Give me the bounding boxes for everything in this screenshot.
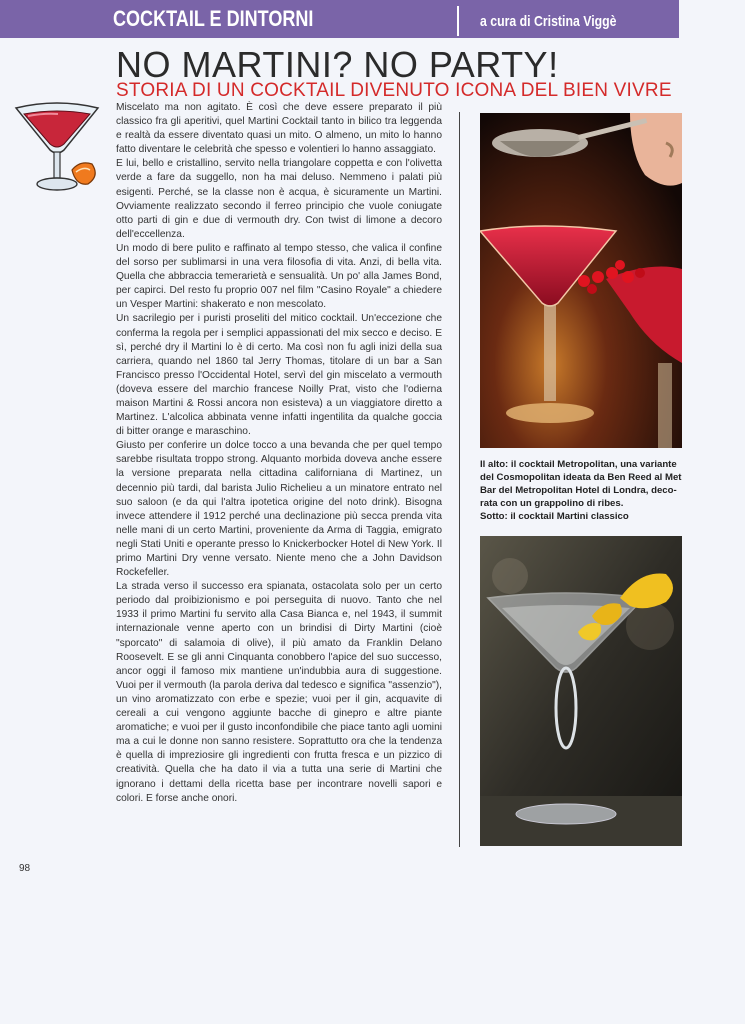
section-title: COCKTAIL E DINTORNI	[113, 6, 314, 31]
paragraph: La strada verso il successo era spianata, ostacolata solo per un certo periodo dal proibizionismo e poi perseguita di nuovo. Tanto che nel 1933 il primo Martini fu servito alla Casa Bianca e, nel 1943, il summit internazionale venne aperto con un brindisi di Dirty Martini (cioè "sporcato" di salamoia di olive), il più amato da Franklin Delano Roosevelt. E se gli anni Cinquanta conobbero l'apice del suo successo, ancor oggi il famoso mix mantiene un'indubbia aura di suggestione. Vuoi per il vermouth (la parola deriva dal tedesco e significa "assenzio"), un vino aromatizzato con erbe e spezie; vuoi per il gin, acquavite di cereali a cui vengono aggiunte bacche di ginepro e altre piante aromatiche; e vuoi per il gusto inconfondibile che piace tanto agli uomini ma a cui le donne non sanno resistere. Soprattutto ora che la tendenza è quella di impreziosire gli ingredienti con frutta fresca e un pizzico di creatività. Quella che ha dato il via a tutta una serie di Martini che ignorano i dettami della ricetta base per incontrare novelli sapori e colori. E forse anche onori.	[116, 581, 442, 804]
header-bar	[0, 0, 679, 38]
photo-caption	[480, 458, 686, 523]
caption-line: del Cosmopolitan ideata da Ben Reed al Met	[480, 472, 682, 483]
paragraph: Un modo di bere pulito e raffinato al tempo stesso, che valica il confine del sorso per sublimarsi in una vera filosofia di vita. Anzi, di bella vita. Quella che abbraccia temerarietà e sensualità. Un po' alla James Bond, per capirci. Del resto fu proprio 007 nel film "Casino Royale" a chiedere un Vesper Martini: shakerato e non mescolato.	[116, 242, 442, 311]
header-divider	[457, 6, 459, 36]
paragraph: Miscelato ma non agitato. È così che deve essere preparato il più classico fra gli aperitivi, quel Martini Cocktail tanto in bilico tra leggenda e realtà da essere diventato quasi un mito. O almeno, un mito lo hanno fatto diventare le celebrità che spesso e volentieri lo hanno assaggiato.	[116, 102, 442, 156]
metropolitan-cocktail-photo	[480, 113, 682, 448]
article-subtitle: STORIA DI UN COCKTAIL DIVENUTO ICONA DEL BIEN VIVRE	[116, 80, 672, 101]
paragraph: Giusto per conferire un dolce tocco a una bevanda che per quel tempo sarebbe risultata troppo strong. Alquanto morbida doveva anche essere la versione preparata nella cittadina californiana di Martinez, un decennio più tardi, dal barista Julio Richelieu a un minatore entrato nel suo saloon (e da qui l'altra ipotetica origine del noto drink). Bisogna invece attendere il 1912 perché una declinazione più secca prenda vita nelle mani di un certo Martini, proveniente da Arma di Taggia, emigrato negli Stati Uniti e operante presso lo Knickerbocker Hotel di New York. Il primo Martini Dry venne versato. Niente meno che a John Davidson Rockefeller.	[116, 440, 442, 579]
caption-line: rata con un grappolino di ribes.	[480, 498, 624, 509]
article-body	[116, 101, 442, 806]
column-rule	[459, 112, 460, 847]
caption-line: Il alto: il cocktail Metropolitan, una variante	[480, 459, 677, 470]
classic-martini-photo	[480, 536, 682, 846]
author-credit: a cura di Cristina Viggè	[480, 13, 617, 30]
article-title: NO MARTINI? NO PARTY!	[116, 44, 559, 85]
caption-line: Bar del Metropolitan Hotel di Londra, deco-	[480, 485, 677, 496]
page-number: 98	[19, 863, 31, 874]
cocktail-glass-illustration	[14, 100, 100, 200]
paragraph: E lui, bello e cristallino, servito nella triangolare coppetta e con l'olivetta verde a fare da suggello, non ha mai deluso. Nemmeno i palati più esigenti. Perché, se la classe non è acqua, è sicuramente un Martini. Ovviamente realizzato secondo il ferreo principio che vuole coniugate otto parti di gin e due di vermouth dry. Con twist di limone a decoro dell'eccellenza.	[116, 158, 442, 240]
paragraph: Un sacrilegio per i puristi proseliti del mitico cocktail. Un'eccezione che conferma la regola per i semplici appassionati del mix secco e deciso. E sì, perché dry il Martini lo è di certo. Ma così non fu agli inizi della sua carriera, quando nel 1860 tal Jerry Thomas, titolare di un bar a San Francisco presso l'Occidental Hotel, servì del gin miscelato a vermouth (doveva essere del marchio francese Noilly Prat, visto che l'odierna maison Martini & Rossi ancora non esisteva) a un viaggiatore diretto a Martinez. L'alcolica abbinata venne infatti ingentilita da qualche goccia di bitter orange e maraschino.	[116, 313, 442, 438]
caption-line: Sotto: il cocktail Martini classico	[480, 511, 629, 522]
